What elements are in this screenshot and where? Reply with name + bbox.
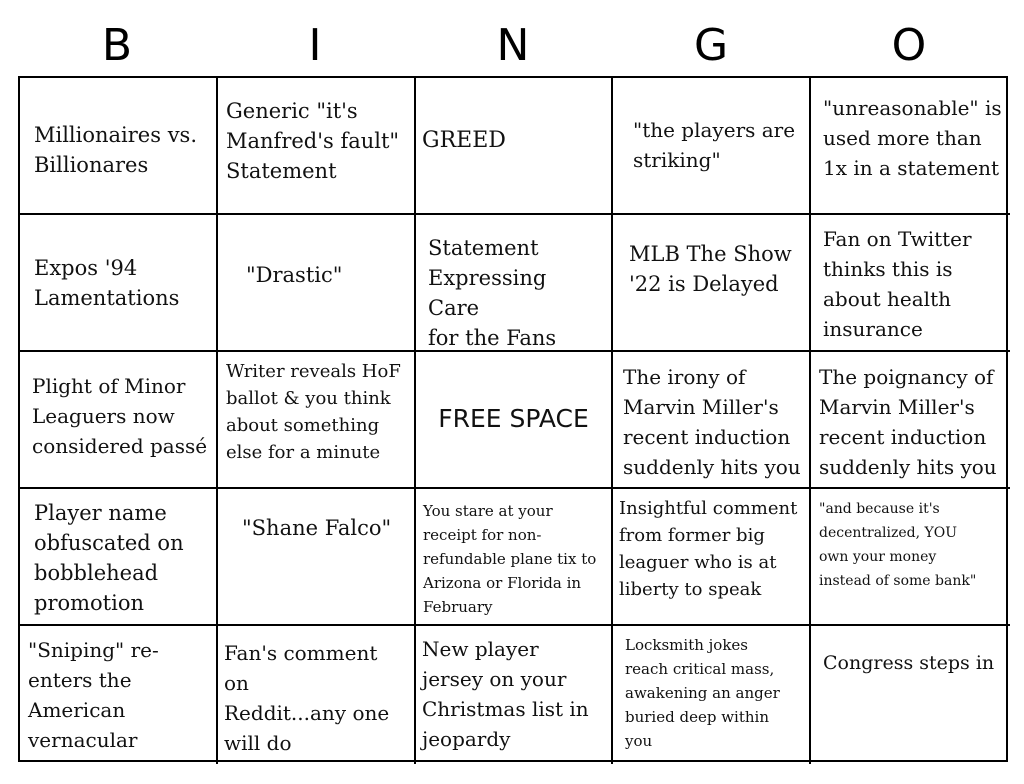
- cell-text: "and because it's decentralized, YOU own your money instead of some bank": [819, 501, 977, 589]
- bingo-cell: [20, 215, 218, 352]
- cell-text: Generic "it's Manfred's fault" Statement: [226, 99, 400, 183]
- cell-text: You stare at your receipt for non- refundable plane tix to Arizona or Florida in February: [423, 502, 597, 616]
- bingo-cell: [811, 489, 1010, 626]
- bingo-cell: [20, 626, 218, 764]
- cell-text: GREED: [422, 128, 506, 153]
- cell-text: Plight of Minor Leaguers now considered passé: [32, 374, 208, 458]
- header-letter-o: O: [891, 20, 927, 71]
- cell-text: MLB The Show '22 is Delayed: [629, 242, 792, 296]
- bingo-cell: [811, 352, 1010, 489]
- cell-text: New player jersey on your Christmas list in jeopardy: [422, 637, 589, 751]
- bingo-cell: [416, 489, 613, 626]
- bingo-cell: [416, 626, 613, 764]
- bingo-cell: [416, 78, 613, 215]
- cell-text: Congress steps in: [823, 652, 995, 674]
- bingo-cell: [416, 352, 613, 489]
- cell-text: Statement Expressing Care for the Fans: [428, 236, 557, 350]
- bingo-cell: [218, 352, 416, 489]
- bingo-cell: [416, 215, 613, 352]
- cell-text: "Shane Falco": [242, 516, 392, 540]
- bingo-cell: [218, 489, 416, 626]
- bingo-cell: [20, 78, 218, 215]
- bingo-cell: [20, 489, 218, 626]
- cell-text: Writer reveals HoF ballot & you think about something else for a minute: [226, 361, 401, 463]
- cell-text: Player name obfuscated on bobblehead promotion: [34, 501, 184, 615]
- bingo-cell: [811, 78, 1010, 215]
- bingo-cell: [613, 78, 811, 215]
- cell-text: The poignancy of Marvin Miller's recent induction suddenly hits you: [819, 365, 997, 479]
- bingo-cell: [613, 352, 811, 489]
- header-letter-g: G: [693, 20, 729, 71]
- header-letter-n: N: [496, 20, 530, 71]
- cell-text: "unreasonable" is used more than 1x in a statement: [823, 96, 1002, 180]
- cell-text: Insightful comment from former big leaguer who is at liberty to speak: [619, 498, 798, 600]
- bingo-cell: [811, 215, 1010, 352]
- cell-text: Fan's comment on Reddit...any one will do: [224, 641, 390, 755]
- cell-text: "the players are striking": [633, 118, 796, 172]
- cell-text: Millionaires vs. Billionares: [34, 123, 198, 177]
- cell-text: "Sniping" re- enters the American vernacular: [28, 638, 159, 752]
- header-letter-i: I: [308, 20, 322, 71]
- free-space-label: FREE SPACE: [438, 404, 589, 433]
- bingo-grid: [18, 76, 1008, 762]
- bingo-cell: [811, 626, 1010, 764]
- bingo-cell: [218, 215, 416, 352]
- bingo-cell: [613, 215, 811, 352]
- cell-text: Fan on Twitter thinks this is about health insurance: [823, 227, 972, 341]
- cell-text: Expos '94 Lamentations: [34, 256, 180, 310]
- header-letter-b: B: [101, 20, 133, 71]
- bingo-cell: [613, 626, 811, 764]
- bingo-cell: [20, 352, 218, 489]
- bingo-cell: [218, 626, 416, 764]
- cell-text: Locksmith jokes reach critical mass, awakening an anger buried deep within you: [625, 636, 780, 750]
- cell-text: The irony of Marvin Miller's recent induction suddenly hits you: [623, 365, 801, 479]
- bingo-header: [18, 18, 1008, 74]
- bingo-cell: [613, 489, 811, 626]
- cell-text: "Drastic": [246, 263, 343, 287]
- bingo-cell: [218, 78, 416, 215]
